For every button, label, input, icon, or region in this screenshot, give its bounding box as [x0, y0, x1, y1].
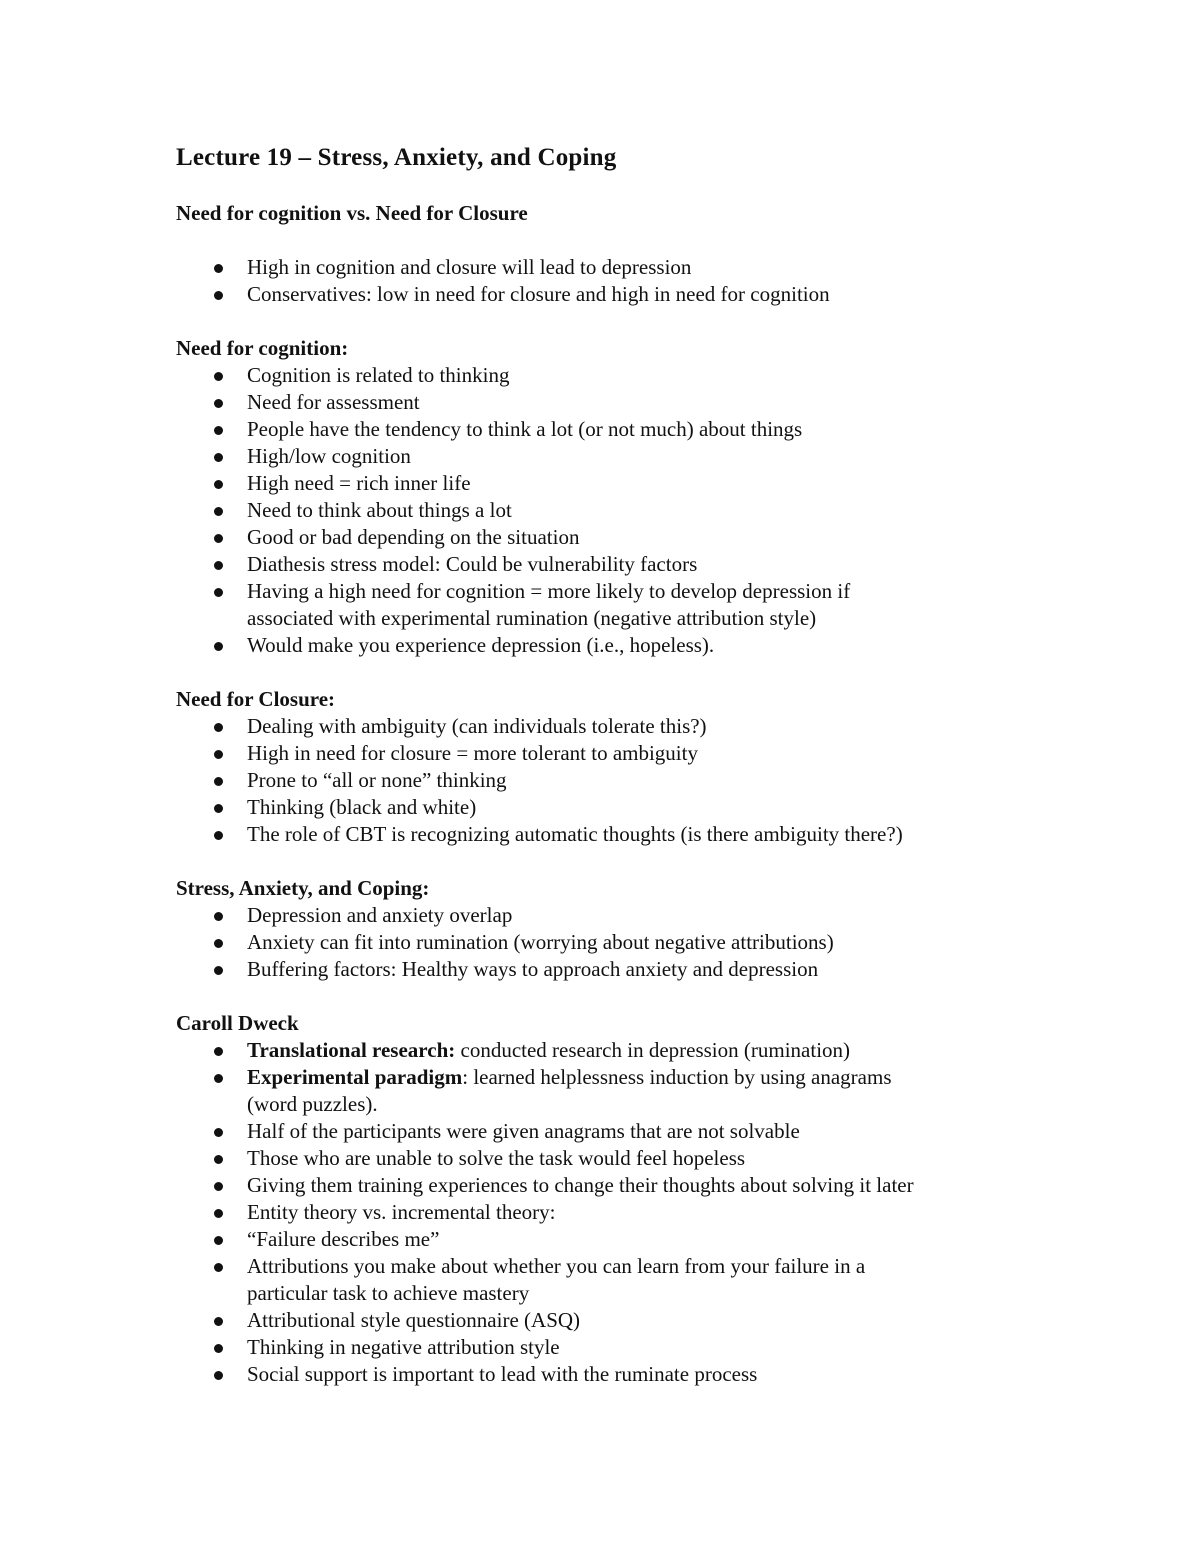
bullet-icon: [214, 1074, 223, 1083]
section-heading-cognition-vs-closure: Need for cognition vs. Need for Closure: [176, 201, 528, 225]
list-item: Buffering factors: Healthy ways to approach anxiety and depression: [176, 956, 1076, 983]
bullet-icon: [214, 831, 223, 840]
section-list-need-for-closure: [176, 713, 1076, 848]
page-title: Lecture 19 – Stress, Anxiety, and Coping: [176, 144, 617, 171]
list-item: Good or bad depending on the situation: [176, 524, 1076, 551]
bullet-icon: [214, 1263, 223, 1272]
bullet-icon: [214, 480, 223, 489]
list-item: Experimental paradigm: learned helplessness induction by using anagrams: [176, 1064, 1076, 1091]
bullet-icon: [214, 723, 223, 732]
list-item-continuation: particular task to achieve mastery: [247, 1281, 530, 1305]
list-item: Diathesis stress model: Could be vulnerability factors: [176, 551, 1076, 578]
bullet-icon: [214, 561, 223, 570]
list-item: Thinking (black and white): [176, 794, 1076, 821]
list-item: The role of CBT is recognizing automatic thoughts (is there ambiguity there?): [176, 821, 1076, 848]
bullet-icon: [214, 939, 223, 948]
bullet-icon: [214, 291, 223, 300]
list-item: Having a high need for cognition = more likely to develop depression if: [176, 578, 1076, 605]
bullet-icon: [214, 642, 223, 651]
list-item: People have the tendency to think a lot (or not much) about things: [176, 416, 1076, 443]
bullet-icon: [214, 264, 223, 273]
bullet-icon: [214, 1344, 223, 1353]
list-item: Attributions you make about whether you can learn from your failure in a: [176, 1253, 1076, 1280]
bullet-icon: [214, 1209, 223, 1218]
list-item: Conservatives: low in need for closure and high in need for cognition: [176, 281, 1076, 308]
section-heading-need-for-cognition: Need for cognition:: [176, 336, 349, 360]
list-item-continuation: associated with experimental rumination (negative attribution style): [247, 606, 817, 630]
section-heading-stress-anxiety-coping: Stress, Anxiety, and Coping:: [176, 876, 430, 900]
list-item: High in cognition and closure will lead to depression: [176, 254, 1076, 281]
bullet-icon: [214, 507, 223, 516]
list-item: High in need for closure = more tolerant to ambiguity: [176, 740, 1076, 767]
bullet-icon: [214, 777, 223, 786]
list-item-continuation: (word puzzles).: [247, 1092, 378, 1116]
list-item: Those who are unable to solve the task would feel hopeless: [176, 1145, 1076, 1172]
bullet-icon: [214, 1128, 223, 1137]
section-list-need-for-cognition: [176, 362, 1076, 659]
list-item: Social support is important to lead with the ruminate process: [176, 1361, 1076, 1388]
list-item: Translational research: conducted research in depression (rumination): [176, 1037, 1076, 1064]
list-item: Thinking in negative attribution style: [176, 1334, 1076, 1361]
section-heading-caroll-dweck: Caroll Dweck: [176, 1011, 299, 1035]
list-item: High need = rich inner life: [176, 470, 1076, 497]
bullet-icon: [214, 426, 223, 435]
bullet-icon: [214, 1236, 223, 1245]
bullet-icon: [214, 750, 223, 759]
list-item: Would make you experience depression (i.e., hopeless).: [176, 632, 1076, 659]
bullet-icon: [214, 804, 223, 813]
list-item: Cognition is related to thinking: [176, 362, 1076, 389]
list-item: Half of the participants were given anagrams that are not solvable: [176, 1118, 1076, 1145]
bullet-icon: [214, 1182, 223, 1191]
bullet-icon: [214, 588, 223, 597]
list-item: Entity theory vs. incremental theory:: [176, 1199, 1076, 1226]
bullet-icon: [214, 1047, 223, 1056]
section-list-stress-anxiety-coping: [176, 902, 1076, 983]
list-item: Giving them training experiences to change their thoughts about solving it later: [176, 1172, 1076, 1199]
bullet-icon: [214, 1155, 223, 1164]
list-item: Need to think about things a lot: [176, 497, 1076, 524]
bullet-icon: [214, 534, 223, 543]
list-item: Prone to “all or none” thinking: [176, 767, 1076, 794]
document-page: [176, 140, 1076, 1388]
list-item: Need for assessment: [176, 389, 1076, 416]
list-item: High/low cognition: [176, 443, 1076, 470]
list-item: “Failure describes me”: [176, 1226, 1076, 1253]
bullet-icon: [214, 966, 223, 975]
bullet-icon: [214, 1317, 223, 1326]
bullet-icon: [214, 453, 223, 462]
section-heading-need-for-closure: Need for Closure:: [176, 687, 336, 711]
list-item: Attributional style questionnaire (ASQ): [176, 1307, 1076, 1334]
list-item: Dealing with ambiguity (can individuals tolerate this?): [176, 713, 1076, 740]
bullet-icon: [214, 399, 223, 408]
bullet-icon: [214, 912, 223, 921]
list-item: Depression and anxiety overlap: [176, 902, 1076, 929]
bullet-icon: [214, 1371, 223, 1380]
section-list-caroll-dweck: [176, 1037, 1076, 1388]
section-list-cognition-vs-closure: [176, 254, 1076, 308]
list-item: Anxiety can fit into rumination (worrying about negative attributions): [176, 929, 1076, 956]
bullet-icon: [214, 372, 223, 381]
